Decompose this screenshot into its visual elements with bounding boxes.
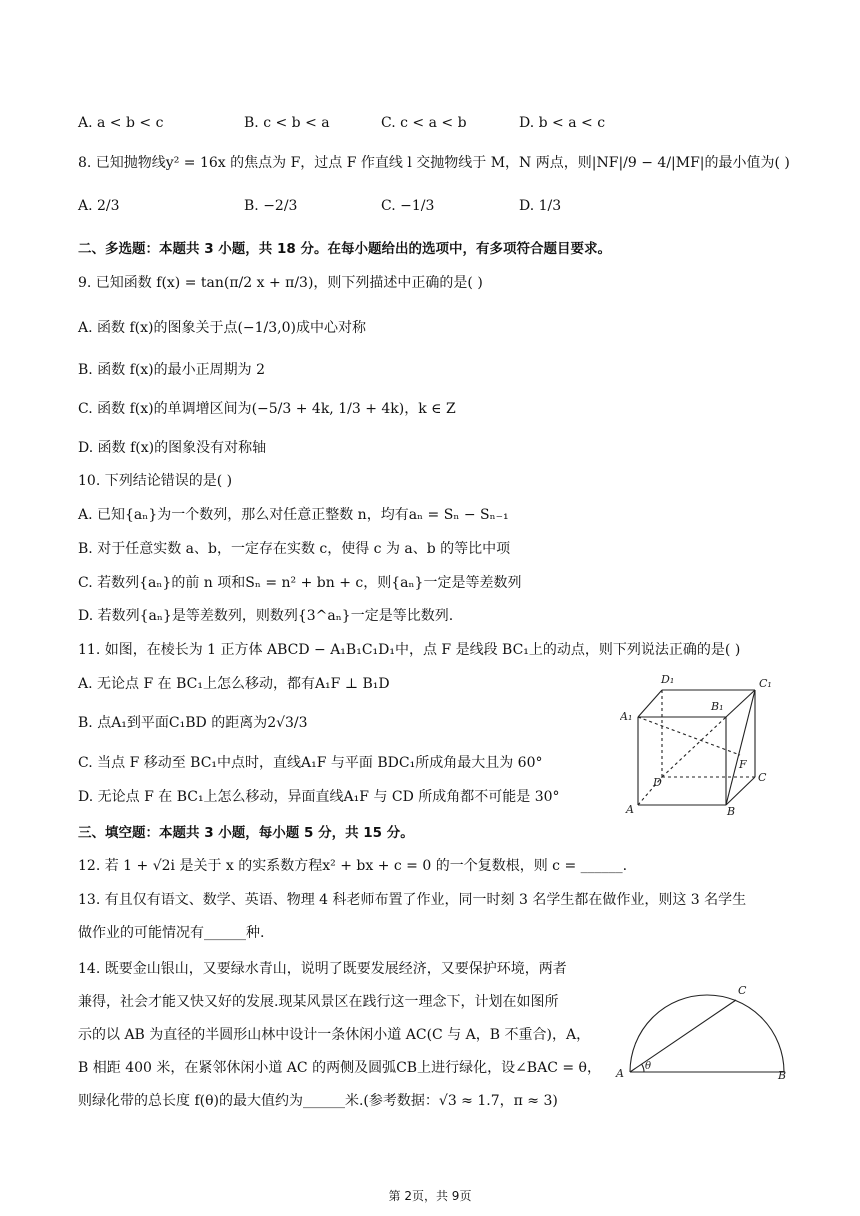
q13-line-1: 13. 有且仅有语文、数学、英语、物理 4 科老师布置了作业，同一时刻 3 名学生都在做作业，则这 3 名学生 (78, 892, 747, 908)
page-footer: 第 2页，共 9页 (388, 1189, 472, 1203)
q13-line-2: 做作业的可能情况有______种. (78, 925, 265, 941)
label-a1: A₁ (620, 710, 633, 723)
semicircle-figure (612, 980, 792, 1080)
q7-option-c: C. c < a < b (381, 115, 467, 131)
label-b1: B₁ (711, 700, 724, 713)
q10-option-c: C. 若数列{aₙ}的前 n 项和Sₙ = n² + bn + c，则{aₙ}一定是等差数列 (78, 575, 522, 591)
q12-text: 12. 若 1 + √2i 是关于 x 的实系数方程x² + bx + c = 0 的一个复数根，则 c = ______. (78, 858, 628, 874)
q9-option-a: A. 函数 f(x)的图象关于点(−1/3,0)成中心对称 (78, 320, 367, 336)
q11-stem: 11. 如图，在棱长为 1 正方体 ABCD − A₁B₁C₁D₁中，点 F 是线段 BC₁上的动点，则下列说法正确的是( ) (78, 642, 741, 658)
q9-option-d: D. 函数 f(x)的图象没有对称轴 (78, 440, 267, 456)
label-b-point: B (778, 1069, 787, 1080)
label-c: C (758, 771, 767, 784)
label-a: A (626, 803, 634, 815)
label-c1: C₁ (759, 677, 772, 690)
label-d1: D₁ (661, 673, 675, 686)
q14-line-4: B 相距 400 米，在紧邻休闲小道 AC 的两侧及圆弧CB上进行绿化，设∠BAC = θ， (78, 1060, 601, 1076)
q8-option-c: C. −1/3 (381, 198, 435, 214)
q11-option-d: D. 无论点 F 在 BC₁上怎么移动，异面直线A₁F 与 CD 所成角都不可能是 30° (78, 789, 560, 805)
label-c-point: C (738, 984, 747, 997)
q9-stem: 9. 已知函数 f(x) = tan(π/2 x + π/3)，则下列描述中正确的是( ) (78, 275, 483, 291)
section-multiple-choice-heading: 二、多选题：本题共 3 小题，共 18 分。在每小题给出的选项中，有多项符合题目要求。 (78, 241, 611, 257)
q10-option-d: D. 若数列{aₙ}是等差数列，则数列{3^aₙ}一定是等比数列. (78, 608, 454, 624)
q8-stem: 8. 已知抛物线y² = 16x 的焦点为 F，过点 F 作直线 l 交抛物线于 M，N 两点，则|NF|/9 − 4/|MF|的最小值为( ) (78, 155, 790, 171)
q10-option-a: A. 已知{aₙ}为一个数列，那么对任意正整数 n，均有aₙ = Sₙ − Sₙ₋₁ (78, 507, 509, 523)
q7-option-b: B. c < b < a (244, 115, 330, 131)
q11-option-a: A. 无论点 F 在 BC₁上怎么移动，都有A₁F ⊥ B₁D (78, 676, 390, 692)
q14-line-3: 示的以 AB 为直径的半圆形山林中设计一条休闲小道 AC(C 与 A，B 不重合)，A， (78, 1027, 591, 1043)
q8-option-d: D. 1/3 (519, 198, 562, 214)
q11-option-b: B. 点A₁到平面C₁BD 的距离为2√3/3 (78, 715, 308, 731)
section-fill-in-heading: 三、填空题：本题共 3 小题，每小题 5 分，共 15 分。 (78, 825, 414, 841)
q7-option-a: A. a < b < c (78, 115, 164, 131)
q14-text (78, 953, 608, 1118)
q10-option-b: B. 对于任意实数 a、b，一定存在实数 c，使得 c 为 a、b 的等比中项 (78, 541, 511, 557)
q9-option-b: B. 函数 f(x)的最小正周期为 2 (78, 362, 265, 378)
q8-option-a: A. 2/3 (78, 198, 120, 214)
q9-option-c: C. 函数 f(x)的单调增区间为(−5/3 + 4k, 1/3 + 4k)，k ∈ Z (78, 401, 456, 417)
q14-line-5: 则绿化带的总长度 f(θ)的最大值约为______米.(参考数据：√3 ≈ 1.7，π ≈ 3) (78, 1093, 558, 1109)
q11-option-c: C. 当点 F 移动至 BC₁中点时，直线A₁F 与平面 BDC₁所成角最大且为 60° (78, 755, 543, 771)
cube-figure (620, 665, 790, 815)
q7-option-d: D. b < a < c (519, 115, 606, 131)
label-b: B (727, 805, 736, 815)
label-theta: θ (645, 1061, 652, 1072)
label-d: D (653, 776, 662, 789)
label-a-point: A (616, 1067, 624, 1080)
q14-line-1: 14. 既要金山银山，又要绿水青山，说明了既要发展经济，又要保护环境，两者 (78, 961, 567, 977)
q8-option-b: B. −2/3 (244, 198, 298, 214)
q14-line-2: 兼得，社会才能又快又好的发展.现某风景区在践行这一理念下，计划在如图所 (78, 994, 559, 1010)
label-f: F (739, 758, 747, 771)
q10-stem: 10. 下列结论错误的是( ) (78, 473, 233, 489)
